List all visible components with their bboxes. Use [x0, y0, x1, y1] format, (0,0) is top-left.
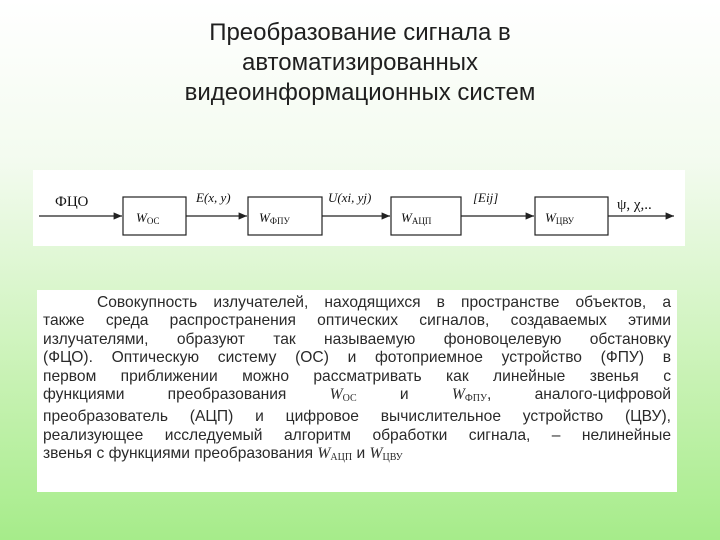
block-fpu-label: WФПУ [259, 210, 290, 226]
title-line-2: автоматизированных [241, 49, 479, 76]
block-oc-label: WОС [136, 210, 160, 226]
title-line-3: видеоинформационных систем [184, 79, 536, 106]
block-diagram [33, 170, 685, 246]
text-line-7: преобразователь (АЦП) и цифровое вычислительное устройство (ЦВУ), [43, 408, 671, 426]
signal-u: U(xi, yj) [328, 190, 372, 205]
text-line-6 [43, 386, 671, 408]
block-diagram-svg [33, 170, 685, 246]
w-fpu-symbol: $W_{ФПУ}$ [451, 386, 488, 405]
block-acp-label: WАЦП [401, 210, 432, 226]
w-oc-symbol: $W_{ОС}$ [329, 386, 357, 405]
description-text [37, 290, 677, 492]
block-cvu-label: WЦВУ [545, 210, 574, 226]
w-acp-symbol: $W_{АЦП}$ [317, 445, 353, 464]
text-line-3: излучателями, образуют так называемую фоновоцелевую обстановку [43, 330, 671, 348]
text-line-2: также среда распространения оптических сигналов, создаваемых этими [43, 312, 671, 330]
text-line-9-and: и [356, 445, 366, 463]
text-line-4: (ФЦО). Оптическую систему (ОС) и фотоприемное устройство (ФПУ) в [43, 349, 671, 367]
signal-eij: [Eij] [473, 190, 499, 205]
text-line-6-and: и [399, 386, 409, 404]
output-label: ψ, χ,.. [617, 197, 652, 213]
signal-e: E(x, y) [196, 190, 231, 205]
w-cvu-symbol: $W_{ЦВУ}$ [369, 445, 403, 464]
text-line-1: Совокупность излучателей, находящихся в пространстве объектов, а [97, 294, 671, 311]
text-line-9 [43, 445, 671, 467]
text-line-8: реализующее исследуемый алгоритм обработки сигнала, – нелинейные [43, 426, 671, 444]
text-line-6-post: , аналого-цифровой [487, 386, 672, 404]
page-title [0, 18, 720, 108]
text-line-6-pre: функциями преобразования [43, 386, 287, 404]
text-line-5: первом приближении можно рассматривать как линейные звенья с [43, 367, 671, 385]
input-label: ФЦО [55, 194, 89, 210]
text-line-9-pre: звенья с функциями преобразования [43, 445, 314, 463]
title-line-1: Преобразование сигнала в [209, 19, 511, 46]
